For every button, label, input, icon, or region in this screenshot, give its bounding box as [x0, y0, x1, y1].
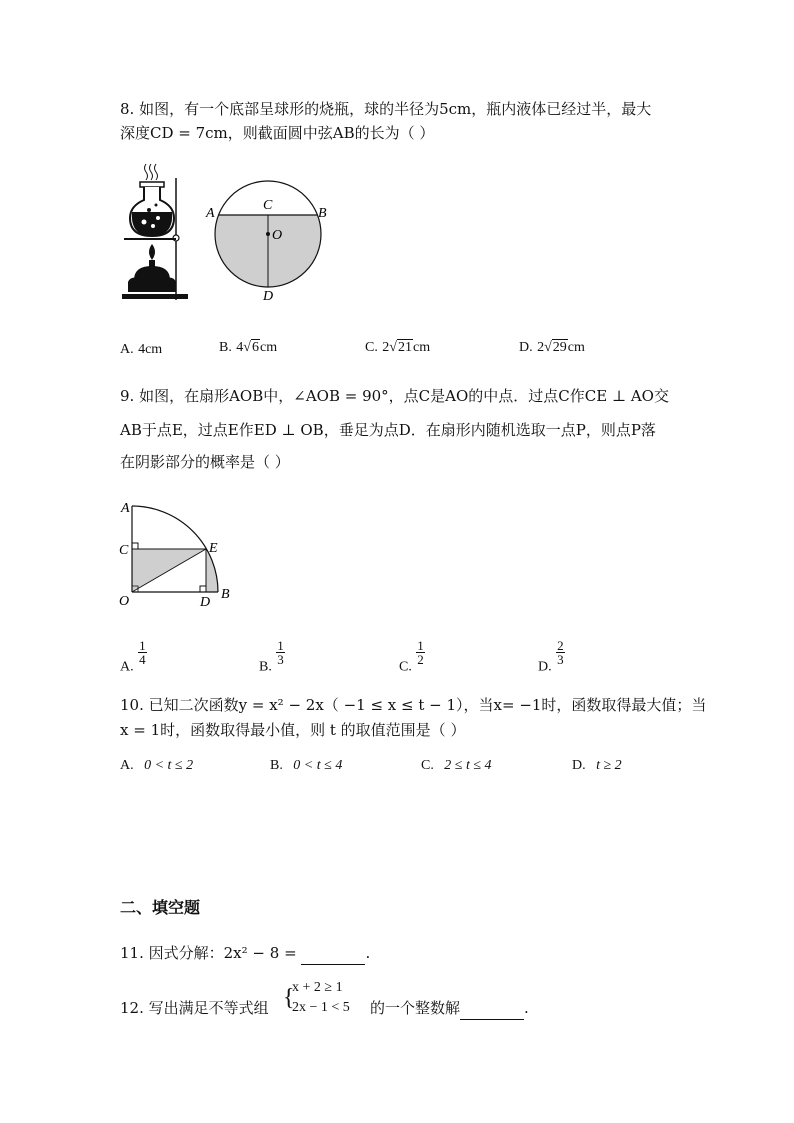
q9-option-b-fraction [276, 639, 285, 666]
q8-option-d-unit: cm [567, 340, 585, 355]
q11-prefix: 因式分解：2x² − 8 = [148, 944, 297, 962]
q8-line1 [120, 97, 651, 121]
flask-apparatus-figure [120, 160, 192, 305]
q9-option-b-den: 3 [277, 652, 284, 667]
q10-option-d-letter: D. [572, 758, 586, 773]
q12-suffix-text: 的一个整数解 [370, 999, 461, 1017]
q8-option-c [365, 339, 430, 356]
sector-figure [115, 497, 245, 609]
q8-option-b-letter: B. [219, 340, 232, 355]
q9-option-d [538, 639, 565, 676]
q9-option-b [259, 639, 285, 676]
q12-line [120, 996, 269, 1020]
q12-inequality-1: x + 2 ≥ 1 [292, 980, 343, 995]
label-o: O [119, 594, 130, 609]
q9-option-c-den: 2 [417, 652, 424, 667]
q9-option-d-den: 3 [557, 652, 564, 667]
q8-option-b-coef: 4 [236, 340, 244, 355]
label-a: A [121, 501, 130, 516]
label-c: C [119, 543, 129, 558]
q9-option-c-fraction [416, 639, 425, 666]
q10-option-c [421, 757, 492, 774]
q8-option-a-text: 4cm [138, 342, 163, 357]
q8-text-line1: 如图，有一个底部呈球形的烧瓶，球的半径为5cm，瓶内液体已经过半，最大 [139, 100, 652, 118]
q10-option-a-text: 0 < t ≤ 2 [144, 758, 194, 773]
q10-line1 [120, 693, 706, 717]
q12-prefix: 写出满足不等式组 [148, 999, 269, 1017]
q10-option-d [572, 757, 622, 774]
q8-option-d-coef: 2 [537, 340, 545, 355]
q9-text-line1: 如图，在扇形AOB中，∠AOB = 90°，点C是AO的中点．过点C作CE ⊥ AO交 [139, 387, 669, 405]
q8-option-c-unit: cm [412, 340, 431, 355]
q9-number: 9. [120, 387, 135, 405]
q9-line1 [120, 384, 669, 408]
label-b: B [221, 587, 230, 602]
q9-option-a-letter: A. [120, 659, 134, 675]
label-d: D [200, 595, 211, 609]
q11-number: 11. [120, 944, 144, 962]
q10-option-a-letter: A. [120, 758, 134, 773]
q8-option-c-coef: 2 [382, 340, 390, 355]
label-a: A [206, 206, 215, 221]
q9-line3: 在阴影部分的概率是（ ） [120, 453, 290, 471]
q10-text-line1: 已知二次函数y = x² − 2x（ −1 ≤ x ≤ t − 1），当x= −1时，函数取得最大值；当 [148, 696, 707, 714]
q9-option-c [399, 639, 425, 676]
q10-option-b [270, 757, 342, 774]
label-c: C [263, 198, 273, 213]
q11-line [120, 941, 370, 965]
q9-option-d-fraction [556, 639, 565, 666]
q9-option-b-letter: B. [259, 659, 272, 675]
q8-number: 8. [120, 100, 135, 118]
q12-suffix-line [370, 996, 529, 1020]
q12-brace: { [283, 985, 295, 1011]
label-o: O [272, 228, 283, 243]
q8-option-d-radicand: 29 [552, 340, 567, 355]
q12-inequality-2: 2x − 1 < 5 [292, 1000, 350, 1015]
q11-answer-blank[interactable] [301, 948, 365, 965]
q10-option-c-letter: C. [421, 758, 434, 773]
q8-option-d [519, 339, 585, 356]
label-b: B [318, 206, 327, 221]
label-d: D [263, 289, 274, 304]
q8-option-a-letter: A. [120, 342, 134, 357]
q10-option-c-text: 2 ≤ t ≤ 4 [444, 758, 492, 773]
q8-option-b-value: 4√6cm [236, 340, 278, 355]
q10-option-d-text: t ≥ 2 [596, 758, 622, 773]
q10-number: 10. [120, 696, 144, 714]
q8-option-b [219, 339, 277, 356]
center-point-o [266, 232, 270, 236]
circle-cross-section-figure [200, 175, 330, 305]
q8-option-c-radicand: 21 [397, 340, 412, 355]
q9-option-c-letter: C. [399, 659, 412, 675]
section-title: 二、填空题 [120, 898, 201, 917]
q12-number: 12. [120, 999, 144, 1017]
q9-option-a-fraction [138, 639, 147, 666]
q10-option-a [120, 757, 193, 774]
q12-answer-blank[interactable] [460, 1003, 524, 1020]
q8-option-a [120, 341, 162, 358]
q8-line2: 深度CD = 7cm，则截面圆中弦AB的长为（ ） [120, 124, 435, 142]
q9-option-c-num: 1 [417, 638, 424, 653]
q8-option-d-value: 2√29cm [537, 340, 585, 355]
q9-option-a-den: 4 [139, 652, 146, 667]
q10-option-b-text: 0 < t ≤ 4 [293, 758, 343, 773]
q8-option-b-radicand: 6 [251, 340, 259, 355]
q9-option-a-num: 1 [139, 638, 146, 653]
q9-option-a [120, 639, 147, 676]
q8-option-c-letter: C. [365, 340, 378, 355]
q9-option-d-letter: D. [538, 659, 552, 675]
q8-option-b-unit: cm [259, 340, 278, 355]
q10-option-b-letter: B. [270, 758, 283, 773]
q12-end: . [524, 999, 529, 1017]
q9-line2: AB于点E，过点E作ED ⊥ OB，垂足为点D．在扇形内随机选取一点P，则点P落 [120, 421, 656, 439]
label-e: E [209, 541, 218, 556]
q8-option-c-value: 2√21cm [382, 340, 431, 355]
q9-option-d-num: 2 [557, 638, 564, 653]
q9-option-b-num: 1 [277, 638, 284, 653]
q8-option-d-letter: D. [519, 340, 533, 355]
q11-suffix: . [365, 944, 371, 962]
q10-line2: x = 1时，函数取得最小值，则 t 的取值范围是（ ） [120, 721, 466, 739]
